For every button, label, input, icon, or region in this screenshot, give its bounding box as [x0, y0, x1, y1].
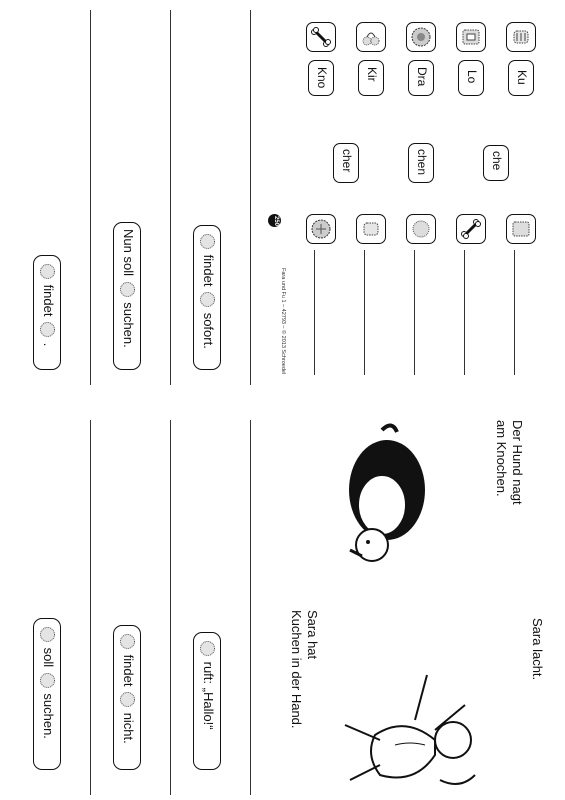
column-separator	[250, 10, 251, 385]
sentence-bubble-4	[33, 255, 61, 370]
sentence-text: Nun soll	[121, 229, 136, 276]
answer-write-line[interactable]	[364, 250, 365, 375]
answer-write-line[interactable]	[464, 250, 465, 375]
picture-box-cherry	[356, 22, 386, 52]
column-separator	[170, 420, 171, 795]
character-icon	[120, 692, 135, 707]
sentence-bubble-2	[113, 625, 141, 770]
syllable-text: che	[490, 151, 504, 171]
syllable-text: chen	[415, 149, 429, 176]
sentence-bubble-6	[193, 225, 221, 370]
sentence-bubble-1	[33, 618, 61, 770]
character-icon	[120, 634, 135, 649]
sentence-text: suchen.	[121, 302, 136, 348]
sara-cake-caption	[288, 610, 320, 729]
column-separator	[90, 420, 91, 795]
answer-picture-locomotive	[506, 214, 536, 244]
character-icon	[40, 322, 55, 337]
answer-picture-cake	[356, 214, 386, 244]
dog-illustration	[342, 420, 432, 570]
syllable-box-kir	[358, 60, 384, 96]
character-icon	[200, 234, 215, 249]
syllable-box-ku	[508, 60, 534, 96]
answer-picture-bone	[456, 214, 486, 244]
column-separator	[170, 10, 171, 385]
answer-picture-cherry	[406, 214, 436, 244]
sentence-text: sofort.	[201, 312, 216, 349]
answer-write-line[interactable]	[514, 250, 515, 375]
answer-write-line[interactable]	[414, 250, 415, 375]
syllable-box-che	[483, 145, 509, 181]
dog-caption-line-2: am Knochen.	[494, 420, 509, 497]
sentence-bubble-5	[113, 222, 141, 370]
syllable-box-kno	[308, 60, 334, 96]
sentence-text: findet	[201, 254, 216, 287]
syllable-box-cher	[333, 143, 359, 183]
sentence-text: .	[41, 342, 56, 347]
character-icon	[40, 264, 55, 279]
sentence-text: ruft: „Hallo!“	[201, 661, 216, 730]
dog-caption-line-1: Der Hund nagt	[510, 420, 525, 505]
sentence-text: soll	[41, 647, 56, 668]
character-icon	[200, 641, 215, 656]
syllable-box-chen	[408, 143, 434, 183]
syllable-text: cher	[340, 149, 354, 173]
picture-box-dragon	[406, 22, 436, 52]
syllable-text: Dra	[415, 67, 429, 87]
syllable-box-lo	[458, 60, 484, 96]
character-icon	[40, 673, 55, 688]
syllable-text: Ku	[515, 70, 529, 85]
sara-laughs-caption: Sara lacht.	[530, 618, 545, 681]
character-icon	[40, 627, 55, 642]
sentence-text: nicht.	[121, 712, 136, 744]
character-icon	[120, 282, 135, 297]
character-icon	[200, 292, 215, 307]
sara-illustration	[335, 645, 480, 790]
page-number: 250	[273, 216, 279, 227]
sara-cake-line-2: Kuchen in der Hand.	[289, 610, 304, 729]
sentence-text: findet	[121, 654, 136, 687]
answer-picture-dragon	[306, 214, 336, 244]
picture-box-bone	[306, 22, 336, 52]
sara-cake-line-1: Sara hat	[305, 610, 320, 660]
sentence-text: findet	[41, 284, 56, 317]
picture-box-cake	[506, 22, 536, 52]
dog-caption	[493, 420, 525, 505]
footer-copyright: Fara und Fu 1 – 42793 – © 2013 Schroedel	[280, 268, 286, 375]
column-separator	[250, 420, 251, 795]
syllable-text: Lo	[465, 70, 479, 84]
picture-box-locomotive	[456, 22, 486, 52]
syllable-text: Kir	[365, 67, 379, 82]
syllable-text: Kno	[315, 67, 329, 89]
sentence-text: suchen.	[41, 693, 56, 739]
page-number-badge	[268, 214, 281, 227]
sentence-bubble-3	[193, 632, 221, 770]
answer-write-line[interactable]	[314, 250, 315, 375]
syllable-box-dra	[408, 60, 434, 96]
column-separator	[90, 10, 91, 385]
